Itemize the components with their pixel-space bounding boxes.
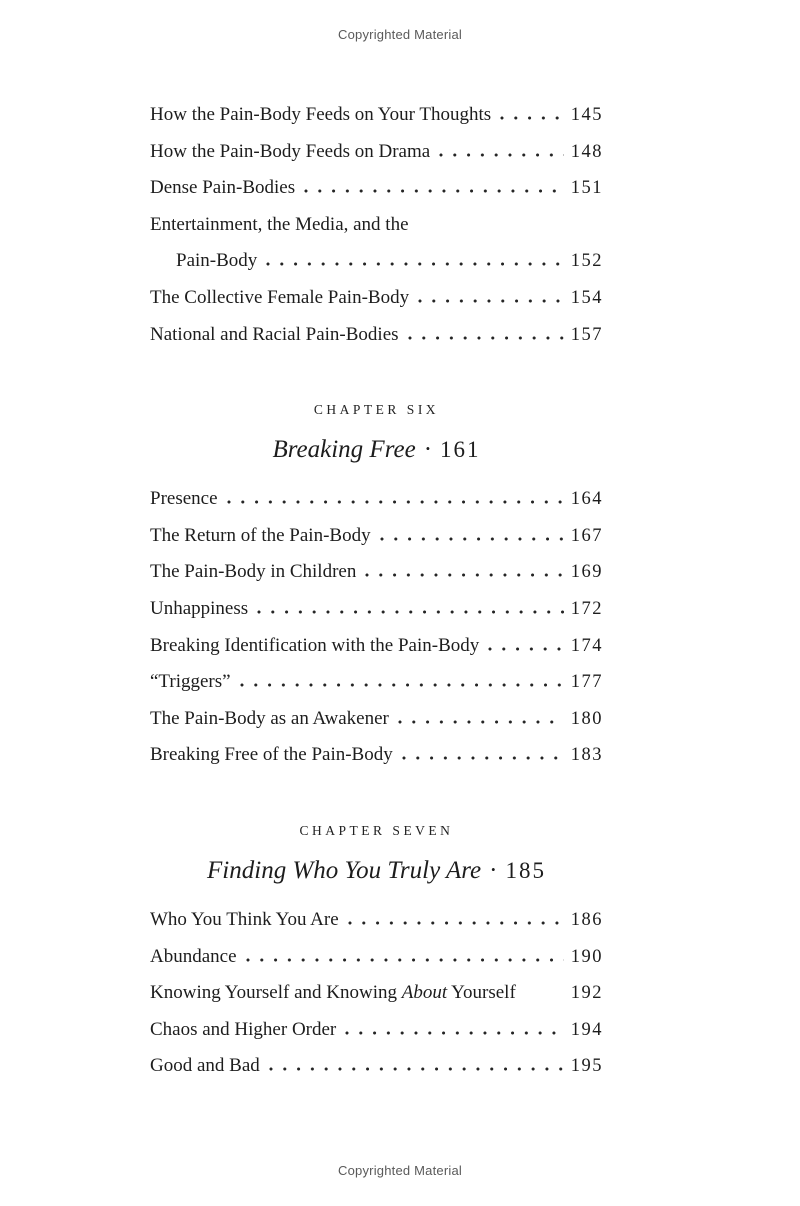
dot-leader bbox=[418, 299, 564, 303]
entry-title-part: Yourself bbox=[447, 982, 516, 1004]
dot-leader bbox=[488, 647, 563, 651]
dot-leader bbox=[408, 336, 564, 340]
toc-entry bbox=[150, 701, 603, 738]
dot-leader bbox=[240, 683, 564, 687]
dot-leader bbox=[380, 537, 564, 541]
chapter-label: CHAPTER SEVEN bbox=[299, 822, 454, 838]
entry-title: Who You Think You Are bbox=[150, 908, 339, 930]
entry-title: National and Racial Pain-Bodies bbox=[150, 323, 399, 345]
entry-page-number: 152 bbox=[570, 251, 603, 272]
entry-title: Pain-Body bbox=[176, 250, 258, 272]
chapter-title-separator: · bbox=[423, 436, 433, 464]
entry-title: The Pain-Body in Children bbox=[150, 561, 357, 583]
entry-page-number: 180 bbox=[570, 708, 603, 729]
toc-entry bbox=[150, 628, 603, 665]
dot-leader bbox=[227, 500, 564, 504]
entry-title: Breaking Identification with the Pain-Body bbox=[150, 634, 480, 656]
entry-page-number: 151 bbox=[570, 178, 603, 199]
chapter-title-separator: · bbox=[489, 856, 498, 884]
chapter-label: CHAPTER SIX bbox=[313, 402, 440, 418]
toc-entry bbox=[150, 170, 603, 207]
chapter-title bbox=[150, 854, 603, 888]
dot-leader bbox=[266, 262, 563, 266]
toc-entry bbox=[150, 1012, 603, 1049]
toc-entry bbox=[150, 737, 603, 774]
dot-leader bbox=[398, 720, 564, 724]
entry-title: Abundance bbox=[150, 945, 237, 967]
entry-title: Unhappiness bbox=[150, 597, 249, 619]
toc-entry bbox=[150, 481, 603, 518]
toc-entry bbox=[150, 1048, 603, 1085]
entry-page-number: 186 bbox=[570, 909, 603, 930]
entry-page-number: 195 bbox=[570, 1056, 603, 1077]
toc-entry-wrapped-line2 bbox=[150, 243, 603, 280]
chapter-title-text: Breaking Free bbox=[272, 436, 416, 464]
toc-entry bbox=[150, 939, 603, 976]
entry-page-number: 148 bbox=[570, 141, 603, 162]
entry-page-number: 174 bbox=[570, 635, 603, 656]
toc-entry bbox=[150, 317, 603, 354]
entry-title bbox=[150, 975, 516, 1012]
toc-entry bbox=[150, 664, 603, 701]
toc-entry bbox=[150, 97, 603, 134]
toc-entry bbox=[150, 280, 603, 317]
spacer bbox=[520, 994, 567, 998]
copyright-notice-bottom: Copyrighted Material bbox=[338, 1163, 462, 1178]
dot-leader bbox=[246, 958, 564, 962]
toc-entry-wrapped-line1 bbox=[150, 207, 603, 244]
toc-entry bbox=[150, 591, 603, 628]
dot-leader bbox=[348, 921, 564, 925]
dot-leader bbox=[257, 610, 564, 614]
entry-title-italic-part: About bbox=[401, 982, 448, 1004]
entry-title: “Triggers” bbox=[150, 671, 231, 693]
entry-page-number: 183 bbox=[570, 745, 603, 766]
entry-title: Breaking Free of the Pain-Body bbox=[150, 744, 393, 766]
dot-leader bbox=[500, 116, 564, 120]
entry-title: Chaos and Higher Order bbox=[150, 1018, 337, 1040]
entry-page-number: 167 bbox=[570, 525, 603, 546]
dot-leader bbox=[269, 1067, 564, 1071]
dot-leader bbox=[402, 756, 564, 760]
entry-title: How the Pain-Body Feeds on Your Thoughts bbox=[150, 104, 492, 125]
toc-entry bbox=[150, 975, 603, 1012]
entry-page-number: 154 bbox=[570, 287, 603, 308]
dot-leader bbox=[345, 1031, 563, 1035]
dot-leader bbox=[365, 573, 563, 577]
entry-page-number: 177 bbox=[570, 672, 603, 693]
entry-page-number: 157 bbox=[570, 324, 603, 345]
copyright-notice-top: Copyrighted Material bbox=[338, 27, 462, 42]
entry-title: How the Pain-Body Feeds on Drama bbox=[150, 140, 431, 162]
chapter-title-text: Finding Who You Truly Are bbox=[207, 856, 482, 884]
chapter-title bbox=[150, 433, 603, 467]
entry-title: Dense Pain-Bodies bbox=[150, 177, 296, 199]
dot-leader bbox=[439, 153, 564, 157]
toc-entry bbox=[150, 518, 603, 555]
entry-page-number: 194 bbox=[570, 1019, 603, 1040]
chapter-page-number: 185 bbox=[505, 857, 546, 883]
entry-title: The Return of the Pain-Body bbox=[150, 524, 371, 546]
entry-page-number: 169 bbox=[570, 562, 603, 583]
entry-title: The Collective Female Pain-Body bbox=[150, 286, 410, 308]
entry-page-number: 164 bbox=[570, 489, 603, 510]
entry-title: Entertainment, the Media, and the bbox=[150, 213, 409, 235]
entry-page-number: 145 bbox=[570, 105, 603, 125]
toc-entry bbox=[150, 554, 603, 591]
entry-title: The Pain-Body as an Awakener bbox=[150, 707, 389, 729]
entry-page-number: 172 bbox=[570, 598, 603, 619]
chapter-page-number: 161 bbox=[440, 437, 481, 463]
dot-leader bbox=[304, 189, 564, 193]
table-of-contents bbox=[150, 97, 603, 1085]
entry-title: Good and Bad bbox=[150, 1055, 260, 1077]
entry-page-number: 190 bbox=[570, 946, 603, 967]
entry-page-number: 192 bbox=[570, 983, 603, 1004]
entry-title: Presence bbox=[150, 488, 218, 510]
toc-entry bbox=[150, 902, 603, 939]
toc-entry bbox=[150, 134, 603, 171]
entry-title-part: Knowing Yourself and Knowing bbox=[150, 982, 402, 1004]
